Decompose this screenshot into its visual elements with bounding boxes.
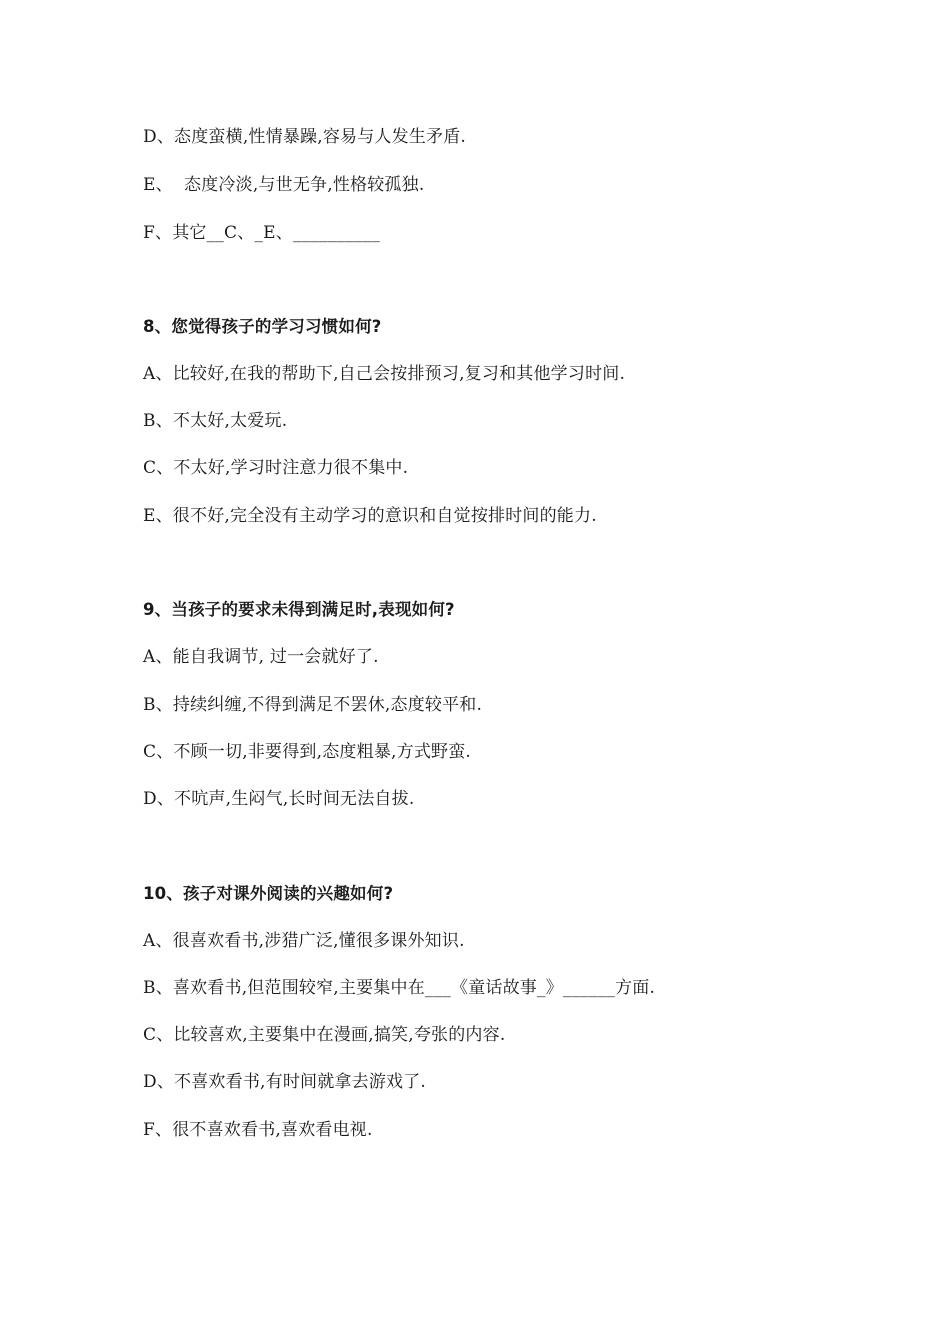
q10-title: 10、孩子对课外阅读的兴趣如何? <box>143 884 394 903</box>
q8-option-a: A、比较好,在我的帮助下,自己会按排预习,复习和其他学习时间. <box>143 364 626 384</box>
q10-option-d: D、不喜欢看书,有时间就拿去游戏了. <box>143 1072 427 1092</box>
q9-title: 9、当孩子的要求未得到满足时,表现如何? <box>143 600 455 619</box>
q8-option-c: C、不太好,学习时注意力很不集中. <box>143 458 409 478</box>
q7-option-f: F、其它__C、_E、__________ <box>143 223 380 243</box>
q10-option-a: A、很喜欢看书,涉猎广泛,懂很多课外知识. <box>143 931 465 951</box>
q8-title: 8、您觉得孩子的学习习惯如何? <box>143 317 382 336</box>
q9-option-d: D、不吭声,生闷气,长时间无法自拔. <box>143 789 415 809</box>
q9-option-b: B、持续纠缠,不得到满足不罢休,态度较平和. <box>143 695 483 715</box>
q10-option-f: F、很不喜欢看书,喜欢看电视. <box>143 1120 373 1140</box>
q10-option-b: B、喜欢看书,但范围较窄,主要集中在___《童话故事_》______方面. <box>143 978 656 998</box>
q8-option-b: B、不太好,太爱玩. <box>143 411 288 431</box>
q9-option-c: C、不顾一切,非要得到,态度粗暴,方式野蛮. <box>143 742 472 762</box>
q7-option-d: D、态度蛮横,性情暴躁,容易与人发生矛盾. <box>143 127 467 147</box>
q9-option-a: A、能自我调节, 过一会就好了. <box>143 647 379 667</box>
q7-option-e: E、 态度冷淡,与世无争,性格较孤独. <box>143 175 425 195</box>
q10-option-c: C、比较喜欢,主要集中在漫画,搞笑,夸张的内容. <box>143 1025 506 1045</box>
q8-option-e: E、很不好,完全没有主动学习的意识和自觉按排时间的能力. <box>143 506 597 526</box>
